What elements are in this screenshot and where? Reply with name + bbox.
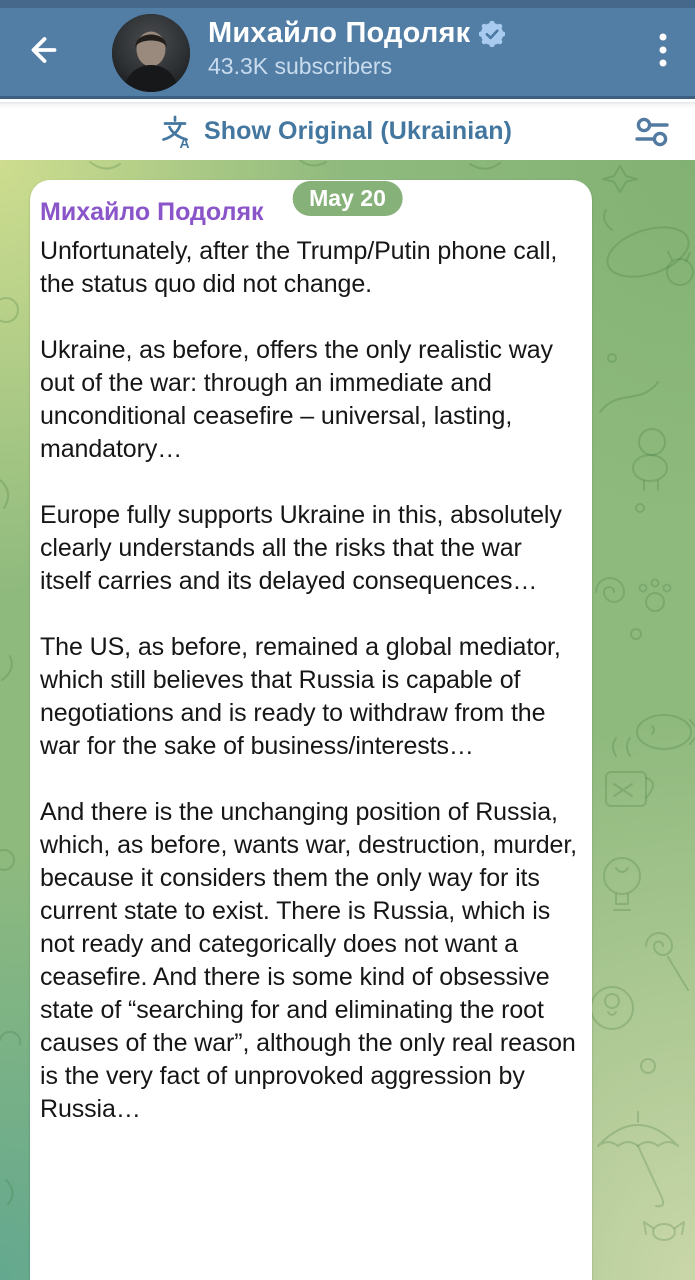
translate-icon xyxy=(159,114,192,149)
message-paragraph: The US, as before, remained a global mediator, which still believes that Russia is capable of negotiations and is ready to withdraw from the war for the sake of business/interests… xyxy=(40,633,561,760)
sliders-icon xyxy=(631,114,673,150)
show-original-button[interactable] xyxy=(159,114,512,149)
message-paragraph: Europe fully supports Ukraine in this, absolutely clearly understands all the risks that the war itself carries and its delayed consequences… xyxy=(40,501,562,595)
translate-bar xyxy=(0,102,695,160)
verified-badge-icon xyxy=(479,21,505,47)
channel-avatar[interactable] xyxy=(112,14,190,92)
message-bubble[interactable] xyxy=(30,180,592,1280)
message-paragraph: Unfortunately, after the Trump/Putin phone call, the status quo did not change. xyxy=(40,237,558,298)
avatar-photo xyxy=(112,14,190,92)
channel-title: Михайло Подоляк xyxy=(208,17,471,49)
message-paragraph: Ukraine, as before, offers the only realistic way out of the war: through an immediate and unconditional ceasefire – universal, lasting, mandatory… xyxy=(40,336,553,463)
kebab-menu-icon xyxy=(658,32,668,68)
message-paragraph: And there is the unchanging position of Russia, which, as before, wants war, destruction, murder, because it considers them the only way for its current state to exist. There is Russia, which is not ready and categorically does not want a ceasefire. And there is some kind of obsessive state of “searching for and eliminating the root causes of the war”, although the only real reason is the very fact of unprovoked aggression by Russia… xyxy=(40,798,578,1123)
subscriber-count: 43.3K subscribers xyxy=(208,53,393,79)
show-original-label: Show Original (Ukrainian) xyxy=(203,116,513,145)
svg-text:A: A xyxy=(179,134,190,149)
chat-settings-button[interactable] xyxy=(629,114,675,150)
back-arrow-icon xyxy=(24,32,60,68)
sender-name[interactable]: Михайло Подоляк xyxy=(40,198,264,226)
chat-area xyxy=(0,160,695,1280)
date-chip[interactable]: May 20 xyxy=(292,181,403,216)
kebab-menu-button[interactable] xyxy=(639,26,687,74)
back-button[interactable] xyxy=(16,28,68,72)
message-text xyxy=(40,235,578,1126)
channel-info[interactable] xyxy=(208,16,505,80)
channel-header xyxy=(0,0,695,99)
